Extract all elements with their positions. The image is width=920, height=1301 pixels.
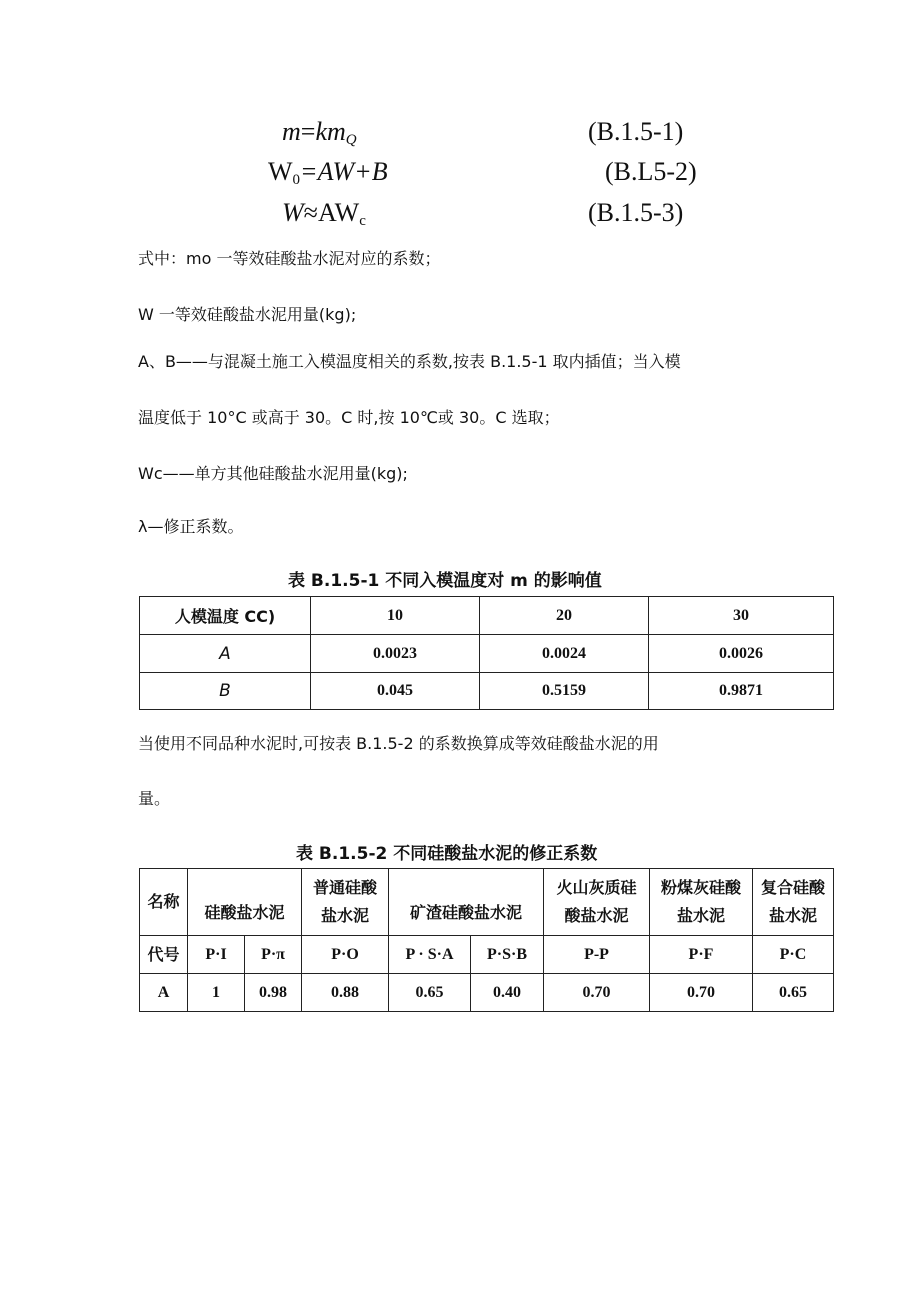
table1-cell: 0.0026 [649, 635, 834, 673]
formula-2-number: (B.L5-2) [605, 157, 697, 186]
table1-caption: 表 B.1.5-1 不同入模温度对 m 的影响值 [288, 571, 602, 591]
table-row [140, 936, 834, 974]
table1-cell: 0.0023 [311, 635, 480, 673]
formula-1-lhs: m [282, 117, 301, 146]
table1-header-cell: 30 [649, 597, 834, 635]
formula-3 [282, 197, 366, 229]
formula-3-rhs: ≈AW [303, 198, 360, 227]
table2-value-cell: 0.98 [245, 974, 302, 1012]
table2-code-cell: P·F [650, 936, 753, 974]
formula-1-rhs: km [315, 117, 346, 146]
formula-3-sub: c [359, 213, 366, 229]
table1-cell: 0.045 [311, 673, 480, 710]
paragraph-2: W 一等效硅酸盐水泥用量(kg); [138, 305, 357, 324]
table2-code-cell: P·C [753, 936, 834, 974]
table1-header-cell: 20 [480, 597, 649, 635]
table2-code-cell: P·S·B [471, 936, 544, 974]
table2-name-cell: 硅酸盐水泥 [188, 869, 302, 936]
formula-1 [282, 116, 357, 148]
table1-cell: 0.9871 [649, 673, 834, 710]
paragraph-8: 量。 [138, 789, 171, 808]
formula-2-rhs: =AW+B [300, 157, 388, 186]
table2-name-cell: 矿渣硅酸盐水泥 [389, 869, 544, 936]
formula-2-lhs: W [268, 157, 293, 186]
paragraph-7: 当使用不同品种水泥时,可按表 B.1.5-2 的系数换算成等效硅酸盐水泥的用 [138, 734, 659, 753]
table1-cell: 0.5159 [480, 673, 649, 710]
table2-value-cell: 0.70 [544, 974, 650, 1012]
table2-code-cell: P·π [245, 936, 302, 974]
formula-1-number: (B.1.5-1) [588, 117, 684, 146]
table2-a-label: A [140, 974, 188, 1012]
table2-name-cell: 复合硅酸 盐水泥 [753, 869, 834, 936]
table1-header-cell: 人模温度 CC) [140, 597, 311, 635]
paragraph-1: 式中：mo 一等效硅酸盐水泥对应的系数； [138, 249, 441, 268]
table2-code-label: 代号 [140, 936, 188, 974]
table1-header-cell: 10 [311, 597, 480, 635]
formula-3-lhs: W [282, 198, 304, 227]
paragraph-5: Wc——单方其他硅酸盐水泥用量(kg); [138, 464, 408, 483]
table2-value-cell: 0.65 [389, 974, 471, 1012]
paragraph-3: A、B——与混凝土施工入模温度相关的系数,按表 B.1.5-1 取内插值；当入模 [138, 352, 681, 371]
table2-value-cell: 0.65 [753, 974, 834, 1012]
formula-1-eq: = [300, 117, 316, 146]
table2-code-cell: P·O [302, 936, 389, 974]
table2-name-label: 名称 [140, 869, 188, 936]
table-row [140, 597, 834, 635]
table2-value-cell: 1 [188, 974, 245, 1012]
table2-code-cell: P-P [544, 936, 650, 974]
table2-code-cell: P · S·A [389, 936, 471, 974]
table1-cell: B [140, 673, 311, 710]
table2-value-cell: 0.40 [471, 974, 544, 1012]
formula-3-number: (B.1.5-3) [588, 198, 684, 227]
table-row [140, 635, 834, 673]
table2-name-cell: 火山灰质硅 酸盐水泥 [544, 869, 650, 936]
formula-2-sub: 0 [292, 172, 301, 188]
formula-1-sub: Q [345, 132, 357, 148]
table-row [140, 974, 834, 1012]
table1 [139, 596, 834, 710]
table2-name-cell: 粉煤灰硅酸 盐水泥 [650, 869, 753, 936]
paragraph-6: λ—修正系数。 [138, 517, 244, 536]
table2-value-cell: 0.70 [650, 974, 753, 1012]
table2-name-cell: 普通硅酸 盐水泥 [302, 869, 389, 936]
formula-2 [268, 156, 388, 188]
table2-code-cell: P·I [188, 936, 245, 974]
table1-cell: 0.0024 [480, 635, 649, 673]
table-row [140, 673, 834, 710]
table1-cell: A [140, 635, 311, 673]
table2 [139, 868, 834, 1012]
table2-value-cell: 0.88 [302, 974, 389, 1012]
paragraph-4: 温度低于 10°C 或高于 30。C 时,按 10℃或 30。C 选取； [138, 408, 560, 427]
table2-caption: 表 B.1.5-2 不同硅酸盐水泥的修正系数 [296, 844, 598, 864]
table-row [140, 869, 834, 936]
